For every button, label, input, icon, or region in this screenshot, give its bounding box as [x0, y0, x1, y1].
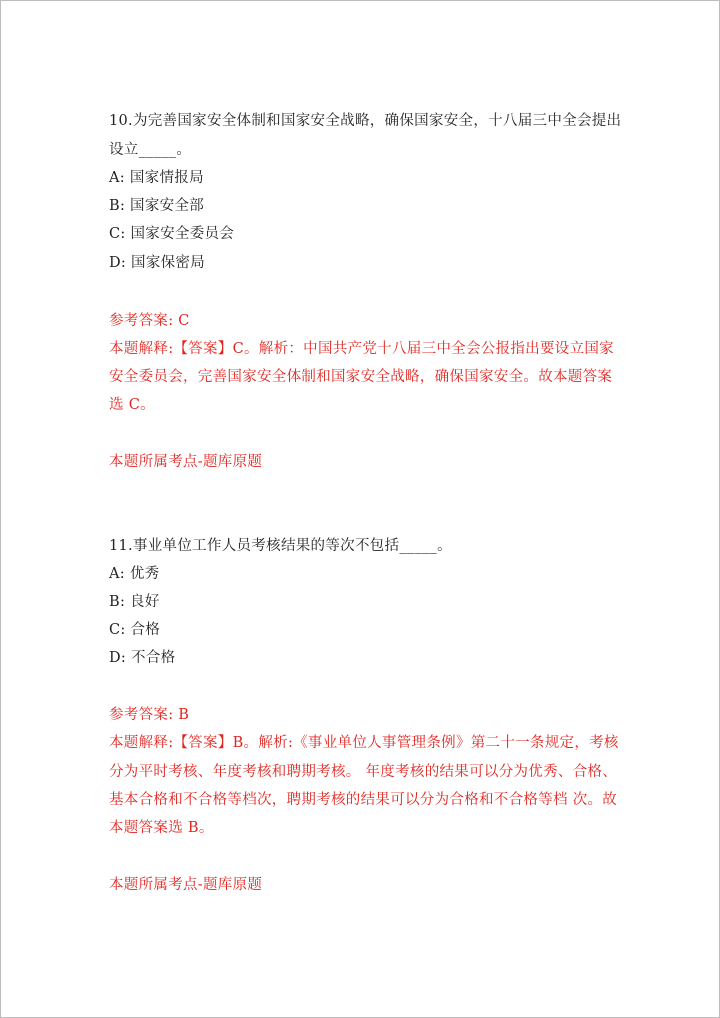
- question-10-stem-line2: 设立_____。: [109, 142, 192, 158]
- question-10-source: 本题所属考点-题库原题: [109, 454, 263, 470]
- question-11-explanation-line4: 本题答案选 B。: [109, 820, 214, 836]
- question-11-stem: 11.事业单位工作人员考核结果的等次不包括_____。: [109, 538, 452, 554]
- question-10-answer: 参考答案: C: [109, 313, 190, 329]
- question-11-option-c: C: 合格: [109, 622, 161, 638]
- question-10-explanation-line3: 选 C。: [109, 397, 155, 413]
- question-11-answer: 参考答案: B: [109, 707, 190, 723]
- question-10-option-c: C: 国家安全委员会: [109, 226, 235, 242]
- question-11-explanation-line3: 基本合格和不合格等档次，聘期考核的结果可以分为合格和不合格等档 次。故: [109, 792, 618, 808]
- question-10-option-b: B: 国家安全部: [109, 198, 205, 214]
- question-10-option-a: A: 国家情报局: [109, 170, 204, 186]
- question-11-explanation-line2: 分为平时考核、年度考核和聘期考核。 年度考核的结果可以分为优秀、合格、: [109, 764, 618, 780]
- question-11-source: 本题所属考点-题库原题: [109, 877, 263, 893]
- question-11-option-a: A: 优秀: [109, 566, 160, 582]
- question-11-explanation-line1: 本题解释:【答案】B。解析:《事业单位人事管理条例》第二十一条规定，考核: [109, 735, 619, 751]
- question-10-stem-line1: 10.为完善国家安全体制和国家安全战略，确保国家安全，十八届三中全会提出: [109, 113, 622, 129]
- question-10-explanation-line1: 本题解释:【答案】C。解析：中国共产党十八届三中全会公报指出要设立国家: [109, 341, 614, 357]
- question-11-option-d: D: 不合格: [109, 650, 176, 666]
- question-10-option-d: D: 国家保密局: [109, 255, 206, 271]
- question-10-explanation-line2: 安全委员会，完善国家安全体制和国家安全战略，确保国家安全。故本题答案: [109, 369, 613, 385]
- question-11-option-b: B: 良好: [109, 594, 160, 610]
